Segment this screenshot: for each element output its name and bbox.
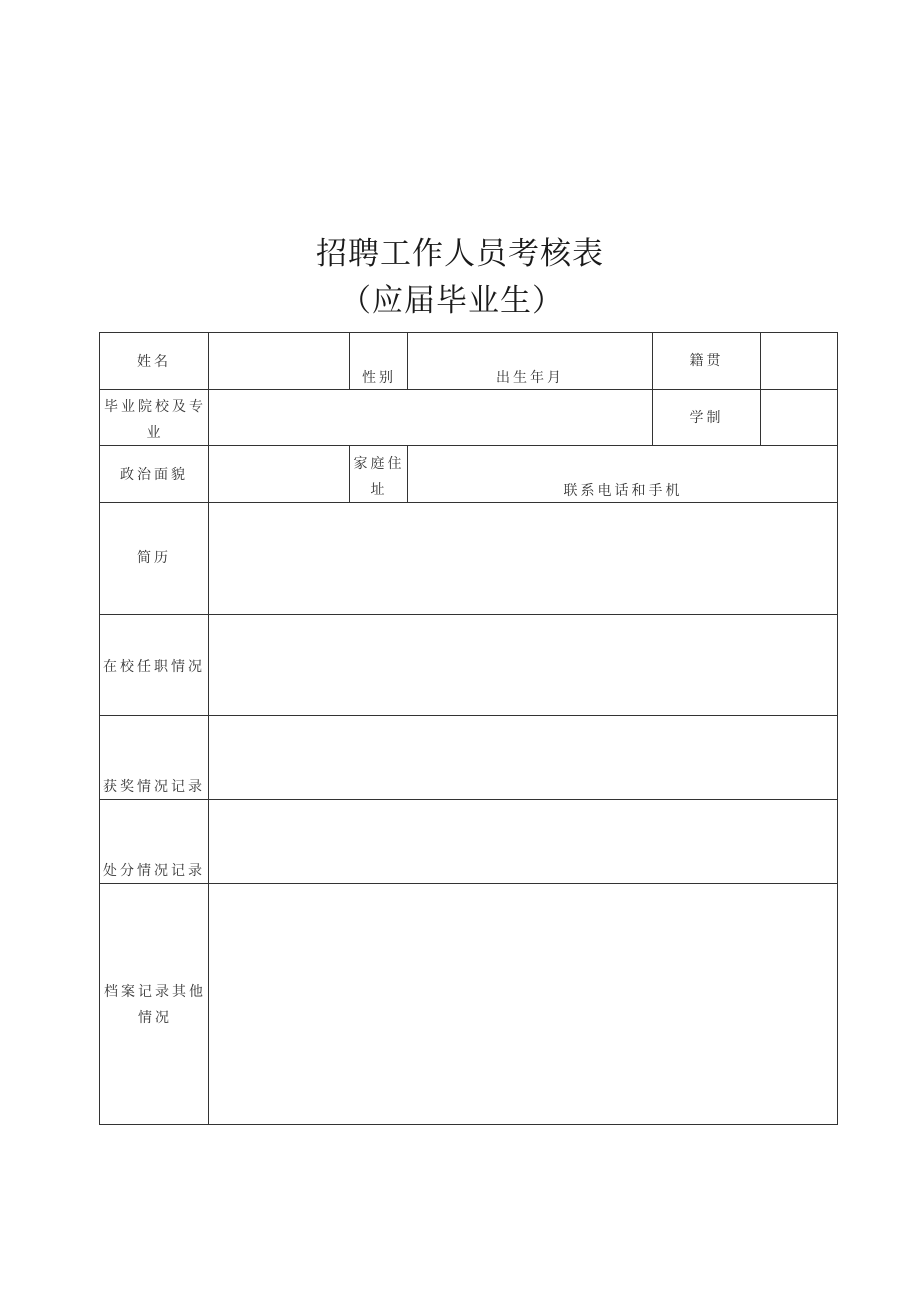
name-label: 姓名 xyxy=(137,354,171,370)
form-title: 招聘工作人员考核表 xyxy=(316,236,604,272)
resume-field[interactable] xyxy=(209,503,837,614)
school-major-label: 毕业院校及专业 xyxy=(104,399,206,441)
school-position-label: 在校任职情况 xyxy=(103,659,205,675)
column-divider xyxy=(349,445,350,503)
study-duration-field[interactable] xyxy=(761,390,837,445)
political-status-field[interactable] xyxy=(209,446,349,502)
native-place-label: 籍贯 xyxy=(689,353,724,369)
gender-label: 性别 xyxy=(362,370,396,386)
native-place-field[interactable] xyxy=(761,333,837,389)
political-status-label: 政治面貌 xyxy=(120,467,188,483)
school-position-field[interactable] xyxy=(209,615,837,715)
form-subtitle: （应届毕业生） xyxy=(340,283,564,319)
school-major-field[interactable] xyxy=(209,390,652,445)
awards-record-field[interactable] xyxy=(209,716,837,799)
archive-other-field[interactable] xyxy=(209,884,837,1124)
penalty-record-label: 处分情况记录 xyxy=(103,863,205,879)
name-field[interactable] xyxy=(209,333,349,389)
resume-label: 简历 xyxy=(137,550,171,566)
birth-date-label: 出生年月 xyxy=(496,370,564,386)
study-duration-label: 学制 xyxy=(689,410,724,426)
awards-record-label: 获奖情况记录 xyxy=(103,779,205,795)
archive-other-label: 档案记录其他情况 xyxy=(104,984,206,1026)
home-address-label: 家庭住址 xyxy=(353,456,405,498)
contact-phone-label: 联系电话和手机 xyxy=(563,483,683,499)
penalty-record-field[interactable] xyxy=(209,800,837,883)
